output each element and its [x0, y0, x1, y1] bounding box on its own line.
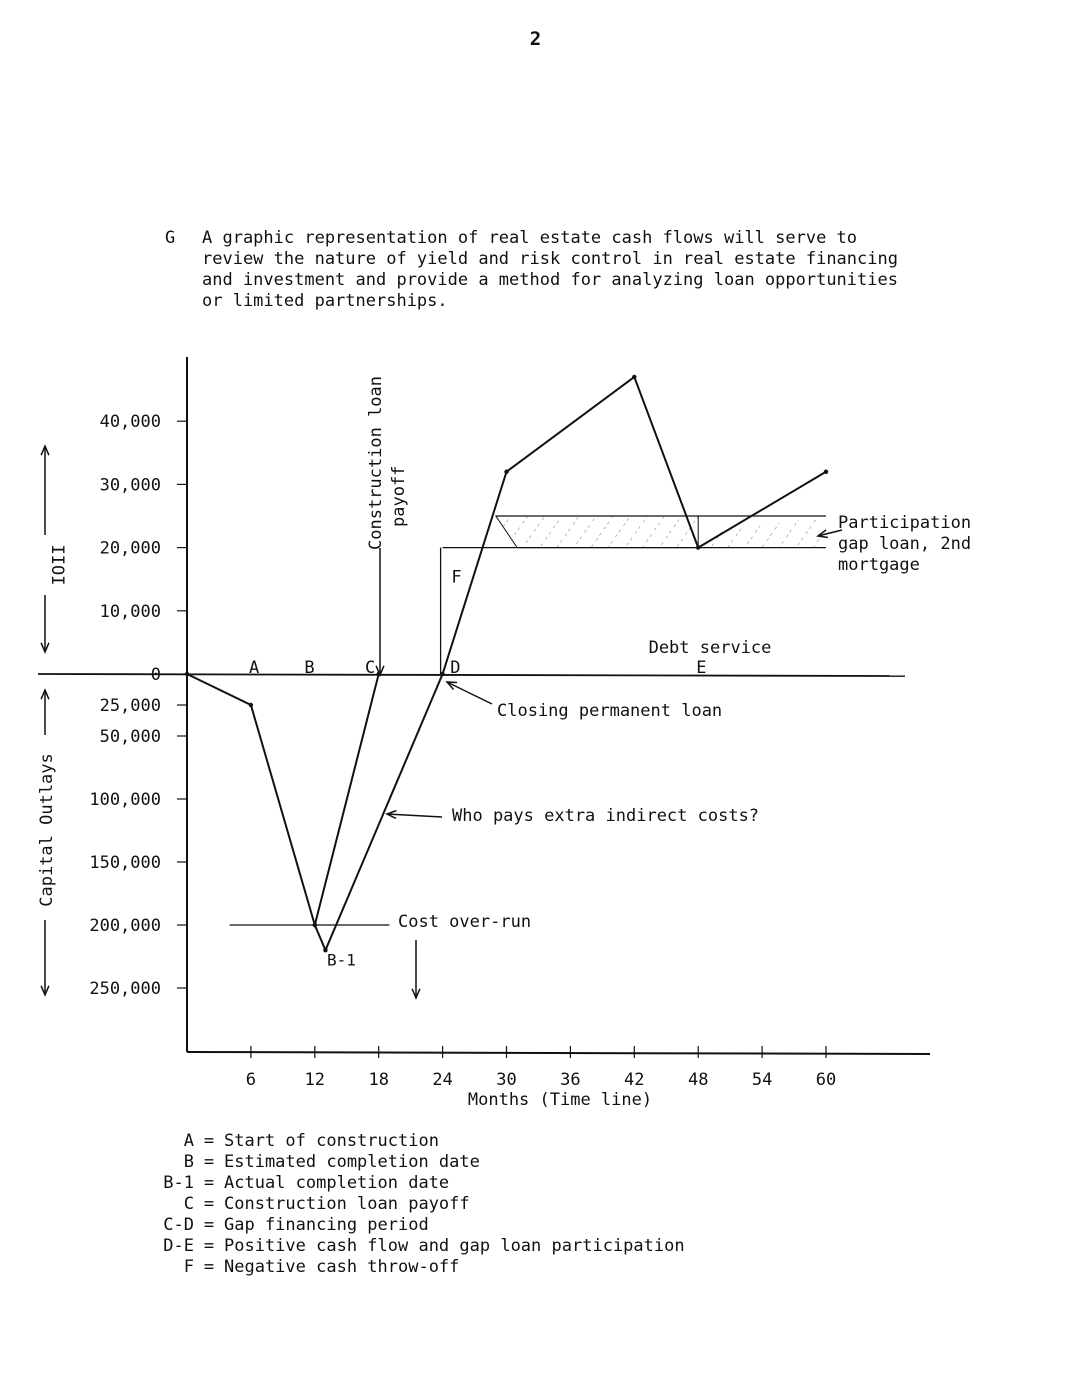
intro-line: or limited partnerships. [202, 291, 448, 311]
participation-label-2: gap loan, 2nd [838, 534, 972, 554]
series-point [313, 923, 317, 927]
series-line [315, 377, 826, 950]
y-tick-label: 25,000 [99, 696, 161, 716]
point-label-b1: B-1 [326, 950, 356, 970]
legend-key: C [183, 1194, 194, 1214]
construction-payoff-label: payoff [389, 465, 409, 527]
legend-desc: Actual completion date [224, 1173, 450, 1193]
construction-loan-label: Construction loan [366, 376, 386, 550]
x-tick-label: 42 [624, 1070, 645, 1090]
series-point [185, 672, 189, 676]
legend-desc: Start of construction [224, 1131, 439, 1151]
intro-line: A graphic representation of real estate cash flows will serve to [202, 228, 858, 248]
legend-desc: Positive cash flow and gap loan participation [224, 1236, 685, 1256]
legend-row [140, 1131, 685, 1152]
series-point [696, 545, 700, 549]
point-label-a: A [248, 658, 260, 678]
point-label-f: F [451, 567, 462, 588]
legend-row [140, 1236, 685, 1257]
series-point [824, 470, 828, 474]
legend-separator: = [203, 1173, 215, 1193]
x-tick-label: 60 [815, 1070, 837, 1090]
y-tick-label: 40,000 [99, 412, 161, 433]
x-tick-label: 24 [432, 1070, 453, 1090]
closing-loan-label: Closing permanent loan [497, 701, 723, 721]
y-tick-label: 10,000 [99, 601, 161, 622]
closing-loan-arrow-shaft [447, 682, 492, 704]
legend-row [140, 1194, 685, 1215]
lower-axis-arrow-up [41, 690, 49, 735]
indirect-costs-arrow [387, 811, 442, 819]
legend-separator: = [203, 1236, 215, 1256]
point-label-c: C [365, 658, 376, 678]
intro-marker: G [165, 228, 176, 248]
y-tick-label: 0 [150, 665, 161, 685]
legend-key: B [183, 1152, 194, 1172]
x-tick-label: 6 [245, 1070, 257, 1090]
page-number: 2 [529, 28, 542, 50]
participation-label-3: mortgage [838, 555, 920, 575]
y-tick-label: 200,000 [89, 916, 161, 936]
x-axis [187, 1052, 930, 1054]
series-point [440, 672, 444, 676]
y-tick-label: 30,000 [99, 475, 161, 496]
cost-overrun-label: Cost over-run [398, 912, 532, 932]
legend-separator: = [203, 1131, 215, 1151]
zero-line [38, 674, 905, 676]
point-label-e: E [696, 658, 707, 678]
series-point [504, 470, 508, 474]
intro-line: review the nature of yield and risk control in real estate financing [202, 249, 898, 269]
indirect-costs-arrow-shaft [387, 814, 442, 817]
y-tick-label: 250,000 [89, 979, 161, 999]
legend-key: D-E [163, 1236, 194, 1256]
legend-row [140, 1173, 685, 1194]
legend-separator: = [203, 1215, 215, 1235]
y-tick-label: 150,000 [89, 853, 161, 873]
participation-hatch [496, 516, 698, 548]
legend-row [140, 1152, 685, 1173]
legend-desc: Estimated completion date [224, 1152, 480, 1172]
x-tick-label: 30 [496, 1070, 517, 1090]
x-tick-label: 48 [687, 1070, 709, 1090]
series-point [632, 375, 636, 379]
construction-payoff-arrow [376, 548, 384, 675]
tick-labels [37, 412, 836, 1110]
legend-key: A [183, 1131, 194, 1151]
x-axis-label: Months (Time line) [467, 1090, 653, 1110]
legend-key: C-D [163, 1215, 194, 1235]
legend-separator: = [203, 1152, 215, 1172]
debt-service-label: Debt service [648, 638, 772, 658]
x-tick-label: 18 [368, 1070, 389, 1090]
legend [140, 1131, 685, 1278]
intro-line: and investment and provide a method for analyzing loan opportunities [202, 270, 898, 290]
x-tick-label: 36 [560, 1070, 581, 1090]
upper-axis-arrow-up [41, 446, 49, 535]
closing-loan-arrow [447, 682, 492, 704]
point-label-d: D [450, 658, 461, 678]
legend-separator: = [203, 1194, 215, 1214]
indirect-costs-label: Who pays extra indirect costs? [452, 806, 760, 826]
legend-desc: Construction loan payoff [224, 1194, 470, 1214]
x-tick-label: 12 [304, 1070, 326, 1090]
cost-overrun-arrow [412, 940, 420, 998]
upper-axis-arrow-down [41, 595, 49, 652]
lower-axis-label: Capital Outlays [37, 753, 57, 907]
chart-annotations [41, 376, 971, 998]
upper-axis-label: IIOI [47, 544, 67, 586]
legend-separator: = [203, 1257, 215, 1277]
participation-label-1: Participation [838, 513, 972, 533]
chart-axes [38, 357, 930, 1058]
legend-row [140, 1215, 685, 1236]
y-tick-label: 50,000 [99, 727, 161, 747]
y-tick-label: 100,000 [89, 790, 161, 810]
legend-key: F [183, 1257, 194, 1277]
series-point [249, 703, 253, 707]
y-tick-label: 20,000 [99, 538, 161, 559]
lower-axis-arrow-down [41, 920, 49, 995]
legend-key: B-1 [163, 1173, 194, 1193]
point-label-b: B [304, 658, 315, 678]
chart-series [185, 375, 828, 953]
series-line [187, 674, 379, 925]
legend-desc: Gap financing period [224, 1215, 429, 1235]
legend-row [140, 1257, 685, 1278]
x-tick-label: 54 [751, 1070, 773, 1090]
legend-desc: Negative cash throw-off [224, 1257, 460, 1277]
